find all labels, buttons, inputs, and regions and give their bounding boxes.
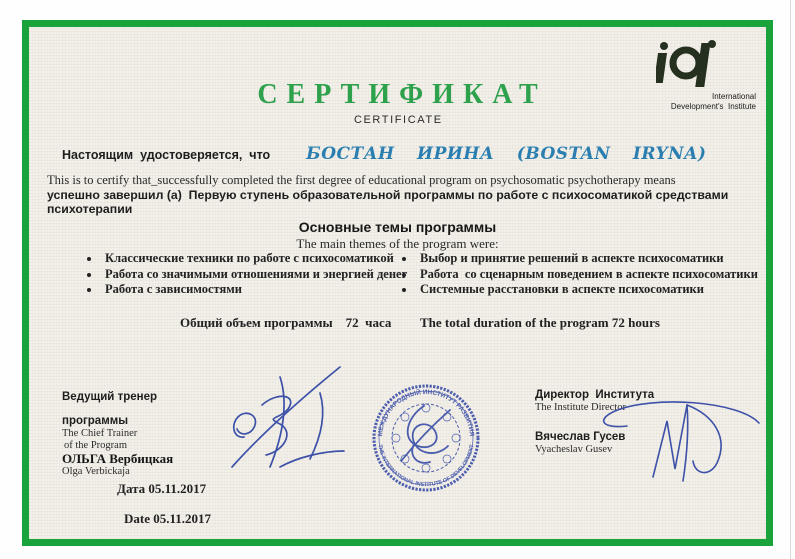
- trainer-signature: [222, 363, 374, 481]
- theme-item: • Системные расстановки в аспекте психосоматики: [416, 282, 766, 298]
- themes-list-left: [85, 251, 421, 298]
- trainer-role-ru-2: программы: [62, 415, 129, 428]
- theme-item: • Выбор и принятие решений в аспекте психосоматики: [416, 251, 766, 267]
- director-role-ru: Директор Института: [535, 389, 655, 401]
- certify-line-ru: успешно завершил (а) Первую ступень образовательной программы по работе с психосоматикой средствами психотерапии: [47, 188, 732, 216]
- trainer-name-ru: ОЛЬГА Вербицкая: [62, 450, 174, 466]
- trainer-role-en-1: The Chief Trainer: [62, 428, 138, 440]
- theme-item: • Классические техники по работе с психосоматикой: [101, 251, 421, 267]
- logo-text-line2: Development's Institute: [670, 102, 756, 111]
- logo-text-line1: International: [711, 92, 756, 101]
- date-ru: Дата 05.11.2017: [117, 481, 207, 496]
- theme-item: • Работа с зависимостями: [101, 282, 421, 298]
- theme-item: • Работа со значимыми отношениями и энергией денег: [101, 267, 421, 283]
- duration-ru: Общий объем программы 72 часа: [180, 315, 392, 330]
- duration-en: The total duration of the program 72 hours: [420, 315, 660, 330]
- director-role-en: The Institute Director: [535, 402, 626, 414]
- holder-name: БОСТАН ИРИНА (BOSTAN IRYNA): [306, 144, 707, 164]
- certificate-title-ru: СЕРТИФИКАТ: [257, 79, 547, 110]
- scan-edge-artifact: [790, 0, 791, 559]
- trainer-name-en: Olga Verbickaja: [62, 466, 130, 478]
- certify-line-en: This is to certify that_successfully completed the first degree of educational program on psychosomatic psychotherapy means: [47, 173, 676, 187]
- trainer-role-en-2: of the Program: [64, 440, 127, 452]
- certificate-frame: [22, 20, 773, 546]
- themes-heading-en: The main themes of the program were:: [296, 236, 499, 251]
- stamp-top-text: МЕЖДУНАРОДНЫЙ ИНСТИТУТ РАЗВИТИЯ: [376, 388, 476, 437]
- certify-row: [62, 144, 742, 164]
- trainer-role-ru-1: Ведущий тренер: [62, 391, 157, 403]
- certificate-paper: [29, 27, 766, 539]
- director-name-ru: Вячеслав Гусев: [535, 430, 626, 443]
- director-signature: [591, 383, 769, 485]
- trainer-block: [62, 391, 232, 479]
- director-name-en: Vyacheslav Gusev: [535, 444, 613, 456]
- theme-item: • Работа со сценарным поведением в аспекте психосоматики: [416, 267, 766, 283]
- certificate-title-en: CERTIFICATE: [353, 114, 443, 126]
- svg-text:THE INTERNATIONAL INSTITUTE OF: [376, 443, 475, 488]
- themes-heading-ru: Основные темы программы: [298, 219, 497, 235]
- date-en: Date 05.11.2017: [124, 511, 212, 526]
- institute-stamp: [360, 372, 492, 504]
- themes-list-right: [400, 251, 766, 298]
- stamp-bottom-text: THE INTERNATIONAL INSTITUTE OF DEVELOPMENT: [376, 444, 476, 489]
- certify-label: Настоящим удостоверяется, что: [62, 148, 271, 162]
